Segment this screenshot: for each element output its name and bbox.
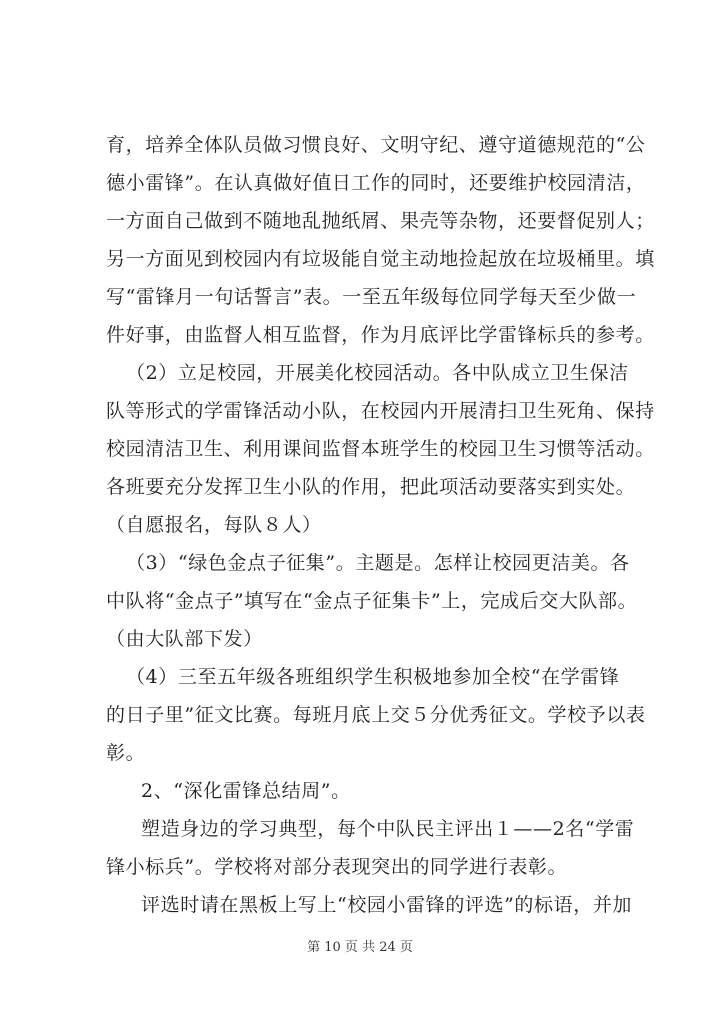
- body-line: 校园清洁卫生、利用课间监督本班学生的校园卫生习惯等活动。: [106, 438, 655, 460]
- body-line: 育，培养全体队员做习惯良好、文明守纪、遵守道德规范的“公: [106, 134, 646, 156]
- paragraph-3-first-line: （3）“绿色金点子征集”。主题是。怎样让校园更洁美。各: [126, 552, 630, 574]
- body-line: 中队将“金点子”填写在“金点子征集卡”上，完成后交大队部。: [106, 590, 638, 612]
- paragraph-2-first-line: （2）立足校园，开展美化校园活动。各中队成立卫生保洁: [126, 362, 629, 384]
- body-line: 队等形式的学雷锋活动小队，在校园内开展清扫卫生死角、保持: [106, 400, 655, 422]
- paragraph-5-first-line: 塑造身边的学习典型，每个中队民主评出１——2名“学雷: [141, 818, 635, 840]
- body-line: 各班要充分发挥卫生小队的作用，把此项活动要落实到实处。: [106, 476, 636, 498]
- body-line: 件好事，由监督人相互监督，作为月底评比学雷锋标兵的参考。: [106, 324, 655, 346]
- page-footer: 第 10 页 共 24 页: [307, 940, 413, 955]
- paragraph-6-first-line: 评选时请在黑板上写上“校园小雷锋的评选”的标语，并加: [141, 894, 633, 916]
- body-line: 另一方面见到校园内有垃圾能自觉主动地捡起放在垃圾桶里。填: [106, 248, 655, 270]
- body-line: （由大队部下发）: [106, 628, 263, 650]
- body-line: 锋小标兵”。学校将对部分表现突出的同学进行表彰。: [106, 856, 568, 878]
- section-heading: 2、“深化雷锋总结周”。: [141, 780, 351, 802]
- body-line: 一方面自己做到不随地乱抛纸屑、果壳等杂物，还要督促别人；: [106, 210, 655, 232]
- body-line: （自愿报名，每队８人）: [106, 514, 322, 536]
- body-line: 德小雷锋”。在认真做好值日工作的同时，还要维护校园清洁，: [106, 172, 646, 194]
- body-line: 的日子里”征文比赛。每班月底上交５分优秀征文。学校予以表: [106, 704, 646, 726]
- body-line: 彰。: [106, 742, 146, 764]
- paragraph-4-first-line: （4）三至五年级各班组织学生积极地参加全校“在学雷锋: [126, 666, 620, 688]
- body-line: 写“雷锋月一句话誓言”表。一至五年级每位同学每天至少做一: [106, 286, 637, 308]
